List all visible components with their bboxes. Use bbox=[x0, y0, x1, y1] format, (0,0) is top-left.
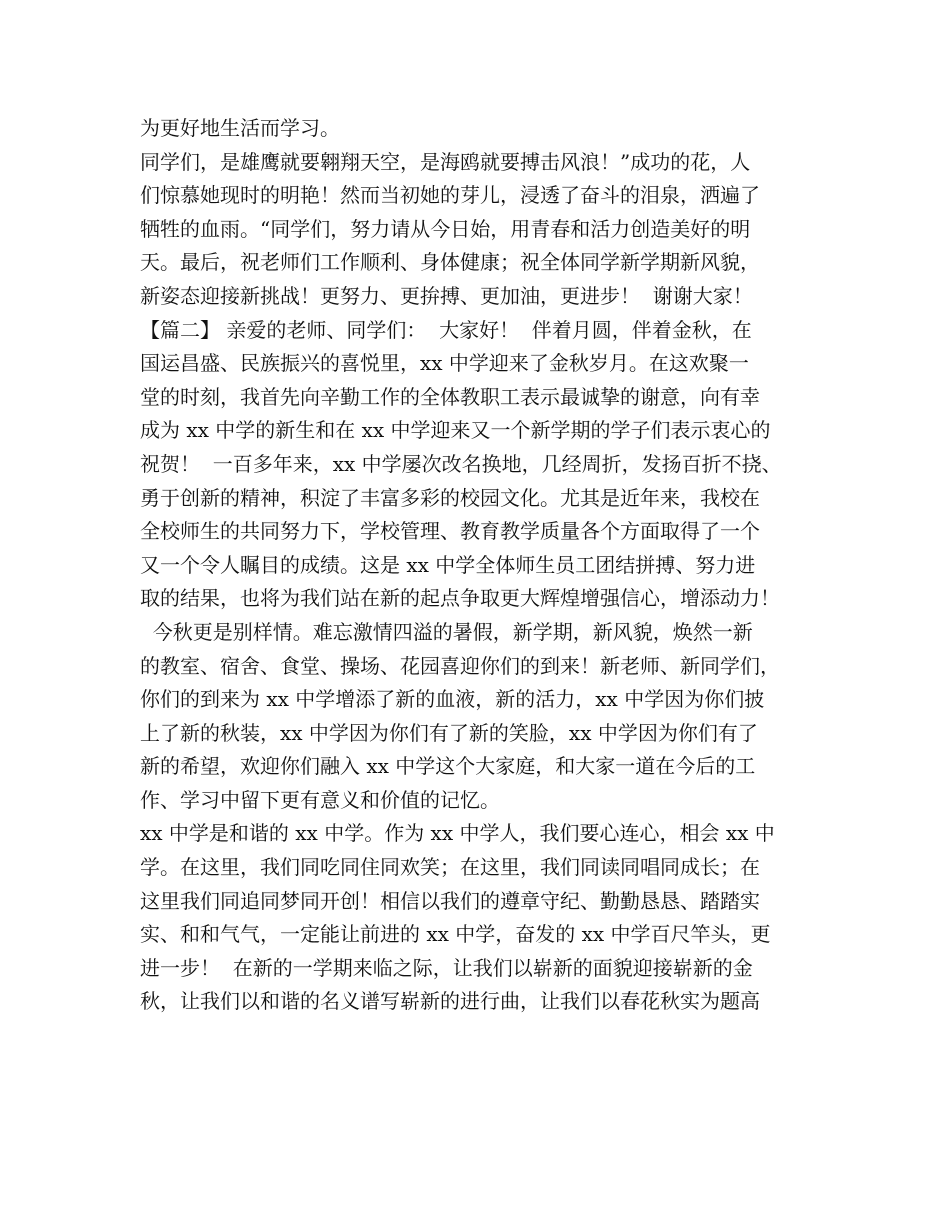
text-line: xx 中学是和谐的 xx 中学。作为 xx 中学人，我们要心连心，相会 xx 中 bbox=[140, 821, 775, 846]
text-line: 实、和和气气，一定能让前进的 xx 中学，奋发的 xx 中学百尺竿头，更 bbox=[140, 922, 771, 947]
text-line: 进一步！ 在新的一学期来临之际，让我们以崭新的面貌迎接崭新的金 bbox=[140, 955, 753, 980]
text-line: 牺牲的血雨。“同学们，努力请从今日始，用青春和活力创造美好的明 bbox=[140, 216, 751, 241]
text-line: 为更好地生活而学习。 bbox=[140, 116, 340, 140]
text-line: 这里我们同追同梦同开创！相信以我们的遵章守纪、勤勤恳恳、踏踏实 bbox=[140, 888, 760, 913]
text-line: 成为 xx 中学的新生和在 xx 中学迎来又一个新学期的学子们表示衷心的 bbox=[140, 418, 771, 443]
text-line: 祝贺！ 一百多年来，xx 中学屡次改名换地，几经周折，发扬百折不挠、 bbox=[140, 451, 782, 476]
speech-text-body bbox=[140, 112, 840, 1019]
text-line: 的教室、宿舍、食堂、操场、花园喜迎你们的到来！新老师、新同学们， bbox=[140, 653, 780, 678]
text-line: 全校师生的共同努力下，学校管理、教育教学质量各个方面取得了一个 bbox=[140, 519, 760, 544]
text-line: 天。最后，祝老师们工作顺利、身体健康；祝全体同学新学期新风貌， bbox=[140, 250, 760, 275]
text-line: 们惊慕她现时的明艳！然而当初她的芽儿，浸透了奋斗的泪泉，洒遍了 bbox=[140, 183, 760, 208]
section-heading-line: 【篇二】 亲爱的老师、同学们： 大家好！ 伴着月圆，伴着金秋，在 bbox=[140, 317, 752, 342]
text-line: 国运昌盛、民族振兴的喜悦里，xx 中学迎来了金秋岁月。在这欢聚一 bbox=[140, 351, 749, 376]
text-line: 秋，让我们以和谐的名义谱写崭新的进行曲，让我们以春花秋实为题高 bbox=[140, 989, 760, 1014]
text-line: 你们的到来为 xx 中学增添了新的血液，新的活力，xx 中学因为你们披 bbox=[140, 687, 765, 712]
text-line: 同学们，是雄鹰就要翱翔天空，是海鸥就要搏击风浪！”成功的花，人 bbox=[140, 149, 751, 174]
text-line: 新姿态迎接新挑战！更努力、更拚搏、更加油，更进步！ 谢谢大家！ bbox=[140, 283, 753, 308]
text-line: 取的结果，也将为我们站在新的起点争取更大辉煌增强信心，增添动力！ bbox=[140, 586, 780, 611]
text-line: 堂的时刻，我首先向辛勤工作的全体教职工表示最诚挚的谢意，向有幸 bbox=[140, 384, 760, 409]
text-line: 作、学习中留下更有意义和价值的记忆。 bbox=[140, 787, 500, 812]
text-line: 新的希望，欢迎你们融入 xx 中学这个大家庭，和大家一道在今后的工 bbox=[140, 754, 756, 779]
text-line: 学。在这里，我们同吃同住同欢笑；在这里，我们同读同唱同成长；在 bbox=[140, 855, 760, 880]
text-line: 勇于创新的精神，积淀了丰富多彩的校园文化。尤其是近年来，我校在 bbox=[140, 485, 760, 510]
text-line: 又一个令人瞩目的成绩。这是 xx 中学全体师生员工团结拼搏、努力进 bbox=[140, 552, 756, 577]
text-line: 今秋更是别样情。难忘激情四溢的暑假，新学期，新风貌，焕然一新 bbox=[140, 619, 753, 644]
text-line: 上了新的秋装，xx 中学因为你们有了新的笑脸，xx 中学因为你们有了 bbox=[140, 720, 758, 745]
